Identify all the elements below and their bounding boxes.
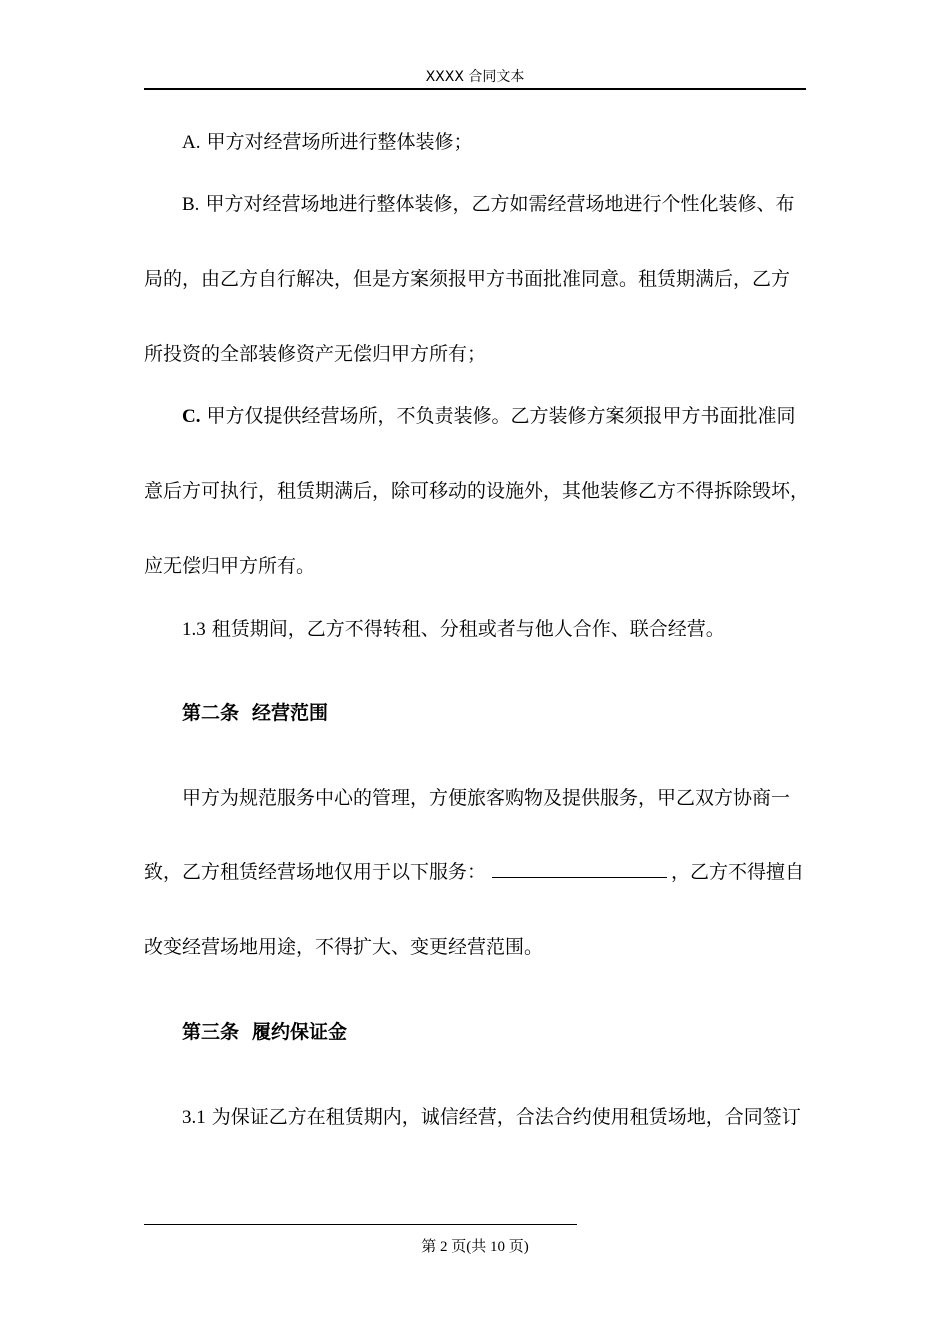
clause-b-line-3: 所投资的全部装修资产无偿归甲方所有；	[144, 343, 487, 365]
clause-b-text-1: 甲方对经营场地进行整体装修，乙方如需经营场地进行个性化装修、布	[205, 193, 795, 215]
clause-c-marker: C.	[182, 406, 201, 427]
paragraph-1-3	[182, 616, 725, 643]
article-2-title: 经营范围	[252, 702, 329, 724]
article-2-line-1: 甲方为规范服务中心的管理，方便旅客购物及提供服务，甲乙双方协商一	[182, 787, 791, 809]
clause-b-line-1	[182, 191, 795, 218]
article-3-number: 第三条	[182, 1021, 240, 1043]
article-2-line-3: 改变经营场地用途，不得扩大、变更经营范围。	[144, 936, 544, 958]
article-3-title: 履约保证金	[252, 1021, 348, 1043]
paragraph-3-1-text: 为保证乙方在租赁期内，诚信经营，合法合约使用租赁场地，合同签订	[211, 1106, 801, 1128]
clause-c-line-2: 意后方可执行，租赁期满后，除可移动的设施外，其他装修乙方不得拆除毁坏，	[144, 480, 810, 502]
clause-b-marker: B.	[182, 194, 200, 215]
clause-b-line-2: 局的，由乙方自行解决，但是方案须报甲方书面批准同意。租赁期满后，乙方	[144, 268, 791, 290]
paragraph-1-3-text: 租赁期间，乙方不得转租、分租或者与他人合作、联合经营。	[211, 618, 725, 640]
article-2-heading	[182, 700, 328, 726]
header-divider	[144, 88, 806, 90]
clause-c-line-1	[182, 403, 796, 430]
clause-c-text-1: 甲方仅提供经营场所，不负责装修。乙方装修方案须报甲方书面批准同	[206, 405, 796, 427]
article-2-line-2	[144, 859, 804, 885]
article-2-line-2-start: 致，乙方租赁经营场地仅用于以下服务：	[144, 861, 487, 883]
clause-a-marker: A.	[182, 132, 201, 153]
clause-a-text: 甲方对经营场所进行整体装修；	[206, 131, 473, 153]
clause-c-line-3: 应无偿归甲方所有。	[144, 555, 316, 577]
paragraph-1-3-number: 1.3	[182, 619, 206, 640]
footer-divider	[144, 1224, 577, 1225]
paragraph-3-1	[182, 1104, 801, 1131]
page-number: 第 2 页(共 10 页)	[421, 1239, 529, 1255]
clause-a	[182, 129, 473, 156]
service-blank-field[interactable]	[492, 859, 667, 878]
paragraph-3-1-number: 3.1	[182, 1107, 206, 1128]
article-3-heading	[182, 1019, 347, 1045]
header-title: XXXX 合同文本	[425, 69, 525, 85]
article-2-number: 第二条	[182, 702, 240, 724]
article-2-line-2-end: ，乙方不得擅自	[671, 861, 805, 883]
